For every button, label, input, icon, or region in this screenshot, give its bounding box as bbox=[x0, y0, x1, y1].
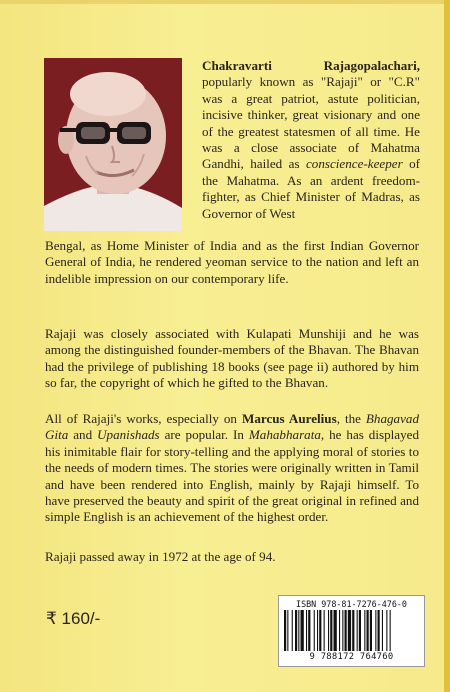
barcode-bar bbox=[339, 610, 340, 651]
author-intro-continuation: Bengal, as Home Minister of India and as the first Indian Governor General of India, he rendered yeoman service to the nation and left an indelible impression on our contemporary life. bbox=[45, 238, 419, 286]
barcode-bar bbox=[308, 610, 310, 651]
barcode-digits: 9 788172 764760 bbox=[309, 652, 394, 662]
barcode-bar bbox=[367, 610, 369, 651]
price-label: ₹ 160/- bbox=[46, 609, 101, 628]
works-text: All of Rajaji's works, especially on bbox=[45, 411, 242, 426]
works-text: , he has displayed his inimitable flair for story-telling and the applying moral of stories to the needs of modern times. The stories were originally written in Tamil and have been rendered into English, mainly by Rajaji himself. To have preserved the beauty and spirit of the great original in refined and simple English is an achievement of the highest order. bbox=[45, 427, 419, 525]
barcode-bar bbox=[330, 610, 332, 651]
barcode-bar bbox=[298, 610, 299, 651]
barcode-bar bbox=[357, 610, 358, 651]
upanishads-title: Upanishads bbox=[97, 427, 160, 443]
barcode-bar bbox=[364, 610, 365, 651]
barcode-bar bbox=[334, 610, 337, 651]
works-paragraph bbox=[45, 411, 419, 526]
barcode-bar bbox=[284, 610, 286, 651]
barcode-bar bbox=[348, 610, 351, 651]
author-portrait bbox=[44, 58, 182, 231]
barcode-bars bbox=[284, 610, 419, 651]
barcode-bar bbox=[287, 610, 288, 651]
barcode-bar bbox=[359, 610, 361, 651]
barcode-bar bbox=[328, 610, 329, 651]
barcode-bar bbox=[375, 610, 376, 651]
isbn-label: ISBN 978-81-7276-476-0 bbox=[296, 599, 407, 609]
spine-edge bbox=[444, 0, 450, 692]
works-text: are popular. In bbox=[159, 427, 249, 443]
barcode-bar bbox=[319, 610, 321, 651]
marcus-aurelius-title: Marcus Aurelius bbox=[241, 411, 337, 426]
mahabharata-title: Mahabharata bbox=[248, 427, 321, 443]
barcode-bar bbox=[317, 610, 318, 651]
barcode-bar bbox=[345, 610, 347, 651]
barcode-bar bbox=[386, 610, 387, 651]
passing-paragraph: Rajaji passed away in 1972 at the age of 94. bbox=[45, 549, 276, 564]
barcode-bar bbox=[342, 610, 343, 651]
works-text: and bbox=[68, 427, 98, 443]
barcode-bar bbox=[314, 610, 315, 651]
barcode-bar bbox=[301, 610, 304, 651]
barcode-bar bbox=[324, 610, 325, 651]
barcode-bar bbox=[378, 610, 380, 651]
barcode-bar bbox=[292, 610, 293, 651]
conscience-keeper-phrase: conscience-keeper bbox=[305, 156, 403, 172]
portrait-illustration bbox=[44, 58, 182, 231]
author-intro bbox=[202, 58, 420, 222]
barcode-bar bbox=[370, 610, 372, 651]
barcode-bar bbox=[352, 610, 354, 651]
isbn-barcode bbox=[278, 595, 425, 667]
bhavan-paragraph: Rajaji was closely associated with Kulapati Munshiji and he was among the distinguished founder-members of the Bhavan. The Bhavan had the privilege of publishing 18 books (see page ii) authored by him so far, the copyright of which he gifted to the Bhavan. bbox=[45, 326, 419, 391]
author-name: Chakravarti Rajagopalachari, bbox=[202, 58, 420, 73]
barcode-bar bbox=[295, 610, 297, 651]
works-text: , the bbox=[336, 411, 366, 426]
barcode-bar bbox=[306, 610, 307, 651]
author-intro-text-end: of the Mahatma. As an ardent freedom-fighter, as Chief Minister of Madras, as Governor of West bbox=[202, 156, 420, 221]
top-edge bbox=[0, 0, 450, 4]
barcode-bar bbox=[390, 610, 391, 651]
author-intro-text: popularly known as "Rajaji" or "C.R" was a great patriot, astute politician, incisive thinker, great visionary and one of the greatest statesmen of all time. He was a close associate of Mahatma Gandhi, hailed as bbox=[202, 74, 420, 172]
barcode-bar bbox=[382, 610, 383, 651]
bhagavad-gita-title: Bhagavad Gita bbox=[45, 411, 420, 443]
